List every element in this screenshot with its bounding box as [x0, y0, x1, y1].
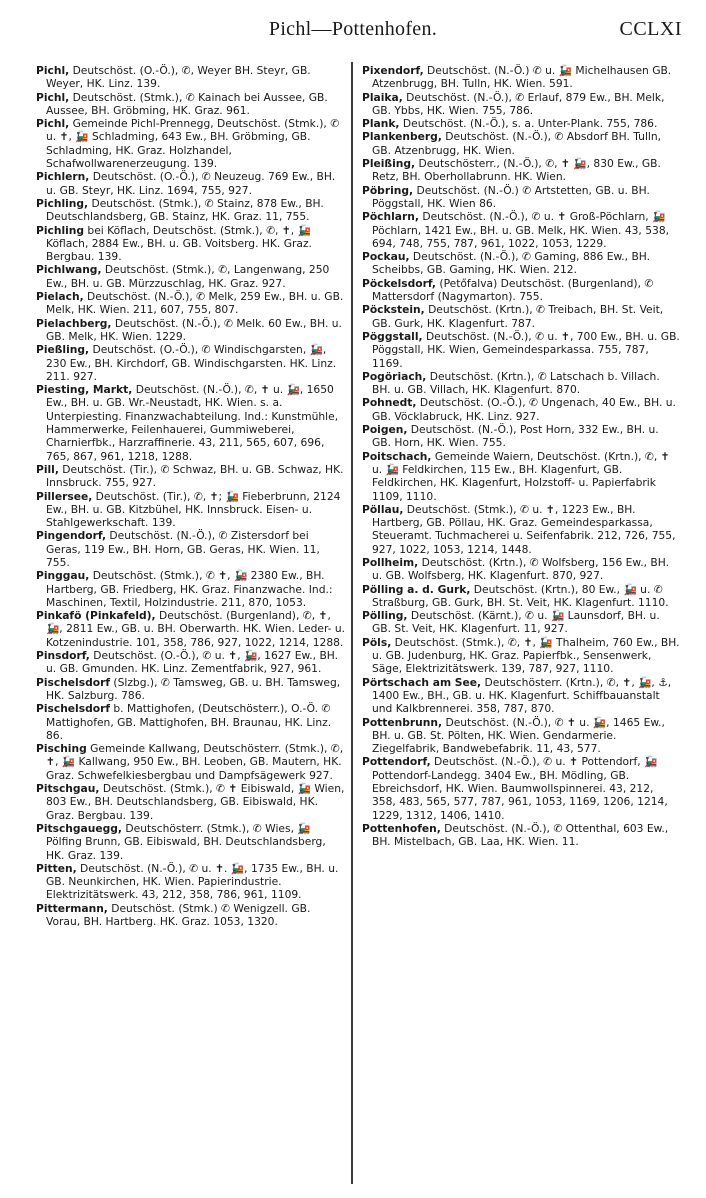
entry-text: Deutschöst. (N.-Ö.), ✆ Erlauf, 879 Ew., BH. Melk, GB. Ybbs, HK. Wien. 755, 786.	[372, 90, 665, 117]
entry-headword: Pollheim,	[362, 555, 419, 569]
entry-headword: Pichlwang,	[36, 263, 102, 277]
entry-headword: Pottendorf,	[362, 755, 431, 769]
entry-headword: Pottenbrunn,	[362, 715, 443, 729]
entry-text: Deutschöst. (Burgenland), ✆, ✝, 🚂, 2811 Ew., GB. u. BH. Oberwarth. HK. Wien. Leder- u. Kotzenindustrie. 101, 358, 786, 927, 1022, 1214, 1288.	[46, 609, 346, 649]
entry-text: Deutschöst. (Krtn.), ✆ Treibach, BH. St. Veit, GB. Gurk, HK. Klagenfurt. 787.	[372, 303, 664, 330]
entry-text: Deutschöst. (N.-Ö.), ✆ u. ✝, 700 Ew., BH. u. GB. Pöggstall, HK. Wien, Gemeindesparkassa. 755, 787, 1169.	[372, 329, 680, 370]
directory-entry	[362, 130, 680, 157]
directory-entry	[36, 170, 346, 197]
entry-headword: Pisching	[36, 742, 87, 756]
entry-text: Deutschöst. (O.-Ö.), ✆ Ungenach, 40 Ew., BH. u. GB. Vöcklabruck, HK. Linz. 927.	[372, 396, 676, 423]
directory-entry	[36, 902, 346, 929]
entry-headword: Pöbring,	[362, 183, 414, 197]
entry-text: Deutschöst. (N.-Ö.), s. a. Unter-Plank. 755, 786.	[399, 117, 658, 131]
directory-entry	[362, 755, 680, 821]
entry-text: Deutschöst. (N.-Ö.), Post Horn, 332 Ew., BH. u. GB. Horn, HK. Wien. 755.	[372, 423, 659, 450]
entry-headword: Pockau,	[362, 250, 410, 264]
entry-headword: Pitschgau,	[36, 782, 100, 796]
entry-headword: Poigen,	[362, 423, 408, 437]
entry-headword: Pischelsdorf	[36, 702, 110, 716]
page-header	[0, 18, 706, 48]
entry-text: Deutschöst. (Stmk.), ✆ Kainach bei Aussee, GB. Aussee, BH. Gröbming, HK. Graz. 961.	[46, 90, 328, 117]
entry-text: Deutschöst. (N.-Ö.), ✆ Ottenthal, 603 Ew., BH. Mistelbach, GB. Laa, HK. Wien. 11.	[372, 821, 669, 849]
entry-headword: Pörtschach am See,	[362, 675, 482, 689]
entry-headword: Pichling	[36, 223, 85, 237]
entry-text: Deutschöst. (O.-Ö.), ✆ Neuzeug. 769 Ew., BH. u. GB. Steyr, HK. Linz. 1694, 755, 927.	[46, 170, 336, 197]
directory-entry	[362, 303, 680, 330]
entry-text: Deutschöst. (N.-Ö.), ✆ Absdorf BH. Tulln, GB. Atzenbrugg, HK. Wien.	[372, 130, 662, 157]
entry-headword: Pichling,	[36, 196, 89, 210]
directory-entry	[362, 370, 680, 397]
directory-entry	[362, 503, 680, 556]
entry-headword: Pießling,	[36, 343, 90, 357]
entry-text: Deutschöst. (N.-Ö.), ✆ Melk, 259 Ew., BH. u. GB. Melk, HK. Wien. 211, 607, 755, 807.	[46, 290, 344, 317]
entry-headword: Pöggstall,	[362, 329, 423, 343]
entry-text: Deutschöst. (O.-Ö.), ✆, Weyer BH. Steyr, GB. Weyer, HK. Linz. 139.	[46, 64, 311, 91]
directory-entry	[36, 343, 346, 383]
directory-entry	[362, 157, 680, 184]
entry-headword: Pischelsdorf	[36, 675, 110, 689]
entry-headword: Pöchlarn,	[362, 210, 419, 224]
directory-entry	[36, 317, 346, 344]
entry-headword: Pitschgauegg,	[36, 821, 122, 835]
entry-headword: Pichl,	[36, 117, 70, 131]
directory-entry	[36, 702, 346, 742]
entry-text: Gemeinde Waiern, Deutschöst. (Krtn.), ✆, ✝ u. 🚂 Feldkirchen, 115 Ew., BH. Klagenfurt, GB. Feldkirchen, HK. Klagenfurt, Holzstoff- u. Papierfabrik 1109, 1110.	[372, 449, 670, 503]
entry-text: Deutschöst. (Tir.), ✆, ✝; 🚂 Fieberbrunn, 2124 Ew., BH. u. GB. Kitzbühel, HK. Innsbruck. Eisen- u. Stahlgewerkschaft. 139.	[46, 489, 341, 530]
entry-headword: Pogöriach,	[362, 369, 427, 383]
entry-text: bei Köflach, Deutschöst. (Stmk.), ✆, ✝, 🚂 Köflach, 2884 Ew., BH. u. GB. Voitsberg. HK. Graz. Bergbau. 139.	[46, 223, 312, 264]
entry-headword: Pitten,	[36, 861, 77, 875]
entry-headword: Pielachberg,	[36, 316, 112, 330]
entry-text: Deutschöst. (Tir.), ✆ Schwaz, BH. u. GB. Schwaz, HK. Innsbruck. 755, 927.	[46, 462, 344, 490]
entry-text: Deutschöst. (N.-Ö.), ✆ Zistersdorf bei Geras, 119 Ew., BH. Horn, GB. Geras, HK. Wien. 11, 755.	[46, 529, 320, 569]
directory-entry	[362, 423, 680, 450]
page-title: Pichl—Pottenhofen.	[268, 18, 438, 40]
entry-text: Deutschöst. (Stmk.), ✆ Stainz, 878 Ew., BH. Deutschlandsberg, GB. Stainz, HK. Graz. 11, 755.	[46, 196, 324, 224]
directory-entry	[362, 450, 680, 503]
directory-entry	[362, 636, 680, 676]
entry-text: Gemeinde Kallwang, Deutschösterr. (Stmk.), ✆, ✝, 🚂 Kallwang, 950 Ew., BH. Leoben, GB. Mautern, HK. Graz. Schwefelkiesbergbau und Dampfsägewerk 927.	[46, 742, 344, 782]
entry-text: (Petőfalva) Deutschöst. (Burgenland), ✆ Mattersdorf (Nagymarton). 755.	[372, 276, 654, 304]
entry-text: Deutschöst. (N.-Ö.), ✆ u. ✝ Pottendorf, 🚂 Pottendorf-Landegg. 3404 Ew., BH. Mödling, GB. Ebreichsdorf, HK. Wien. Baumwollspinnerei. 43, 212, 358, 483, 565, 577, 787, 961, 1053, 1169, 1206, 1214, 1229, 1312, 1406, 1410.	[372, 755, 668, 822]
left-column	[36, 64, 346, 928]
entry-headword: Piesting, Markt,	[36, 383, 133, 397]
directory-entry	[362, 277, 680, 304]
directory-entry	[36, 782, 346, 822]
entry-headword: Pohnedt,	[362, 396, 417, 410]
page-number: CCLXI	[619, 18, 682, 40]
directory-entry	[36, 117, 346, 170]
directory-entry	[362, 330, 680, 370]
entry-text: Deutschöst. (Stmk.), ✆, Langenwang, 250 Ew., BH. u. GB. Mürzzuschlag, HK. Graz. 927.	[46, 263, 330, 290]
right-column	[362, 64, 680, 849]
entry-text: Deutschöst. (N.-Ö.) ✆ u. 🚂 Michelhausen GB. Atzenbrugg, BH. Tulln, HK. Wien. 591.	[372, 64, 672, 91]
directory-entry	[36, 569, 346, 609]
directory-entry	[362, 583, 680, 610]
entry-headword: Pittermann,	[36, 901, 108, 915]
entry-text: Deutschöst. (Krtn.), ✆ Latschach b. Villach. BH. u. GB. Villach, HK. Klagenfurt. 870.	[372, 369, 660, 397]
entry-headword: Pillersee,	[36, 489, 93, 503]
entry-text: Deutschöst. (N.-Ö.), ✆, ✝ u. 🚂, 1650 Ew., BH. u. GB. Wr.-Neustadt, HK. Wien. s. a. Unterpiesting. Finanzwachabteilung. Ind.: Kunstmühle, Hammerwerke, Feilenhauerei, Gummiweberei, Charnierfbk., Harzraffinerie. 43, 211, 565, 607, 696, 765, 867, 961, 1218, 1288.	[46, 383, 339, 463]
entry-text: Deutschöst. (Kärnt.), ✆ u. 🚂 Launsdorf, BH. u. GB. St. Veit, HK. Klagenfurt. 11, 927.	[372, 609, 660, 636]
directory-entry	[36, 197, 346, 224]
directory-entry	[36, 224, 346, 264]
directory-entry	[362, 91, 680, 118]
entry-text: Deutschöst. (Stmk.), ✆ ✝ Eibiswald, 🚂 Wien, 803 Ew., BH. Deutschlandsberg, GB. Eibiswald, HK. Graz. Bergbau. 139.	[46, 782, 345, 822]
directory-entry	[36, 91, 346, 118]
entry-headword: Pixendorf,	[362, 64, 424, 77]
directory-entry	[362, 556, 680, 583]
entry-text: Deutschösterr. (Stmk.), ✆ Wies, 🚂 Pölfing Brunn, GB. Eibiswald, BH. Deutschlandsberg, HK. Graz. 139.	[46, 821, 326, 862]
entry-text: Gemeinde Pichl-Prennegg, Deutschöst. (Stmk.), ✆ u. ✝, 🚂 Schladming, 643 Ew., BH. Gröbming, GB. Schladming, HK. Graz. Holzhandel, Schafwollwarenerzeugung. 139.	[46, 117, 340, 171]
directory-entry	[362, 184, 680, 211]
entry-headword: Pichl,	[36, 90, 70, 104]
column-divider	[351, 62, 353, 1184]
entry-headword: Pichlern,	[36, 170, 90, 184]
directory-entry	[362, 822, 680, 849]
entry-headword: Plankenberg,	[362, 130, 442, 144]
entry-text: Deutschöst. (N.-Ö.), ✆ u. ✝ Groß-Pöchlarn, 🚂 Pöchlarn, 1421 Ew., BH. u. GB. Melk, HK. Wien. 43, 538, 694, 748, 755, 787, 961, 1022, 1053, 1229.	[372, 210, 670, 250]
entry-headword: Poitschach,	[362, 449, 432, 463]
entry-text: Deutschöst. (Krtn.), ✆ Wolfsberg, 156 Ew., BH. u. GB. Wolfsberg, HK. Klagenfurt. 870, 927.	[372, 555, 669, 583]
directory-entry	[36, 742, 346, 782]
entry-text: Deutschöst. (N.-Ö.) ✆ Artstetten, GB. u. BH. Pöggstall, HK. Wien 86.	[372, 183, 650, 210]
entry-text: Deutschöst. (Stmk.), ✆, ✝, 🚂 Thalheim, 760 Ew., BH. u. GB. Judenburg, HK. Graz. Papierfbk., Sensenwerk, Säge, Elektrizitätswerk. 139, 787, 927, 1110.	[372, 635, 680, 676]
entry-text: Deutschöst. (O.-Ö.), ✆ u. ✝, 🚂, 1627 Ew., BH. u. GB. Gmunden. HK. Linz. Zementfabrik, 927, 961.	[46, 649, 339, 676]
entry-headword: Pinggau,	[36, 569, 90, 583]
directory-entry	[36, 676, 346, 703]
directory-entry	[36, 383, 346, 463]
directory-entry	[362, 250, 680, 277]
entry-headword: Plaika,	[362, 90, 403, 104]
entry-headword: Pichl,	[36, 64, 70, 77]
directory-entry	[36, 822, 346, 862]
directory-entry	[362, 609, 680, 636]
entry-text: Deutschöst. (Krtn.), 80 Ew., 🚂 u. ✆ Straßburg, GB. Gurk, BH. St. Veit, HK. Klagenfurt. 1110.	[372, 582, 669, 609]
entry-headword: Pinkafö (Pinkafeld),	[36, 609, 156, 623]
entry-headword: Pöckelsdorf,	[362, 276, 436, 290]
entry-text: Deutschöst. (Stmk.), ✆ u. ✝, 1223 Ew., BH. Hartberg, GB. Pöllau, HK. Graz. Gemeindesparkassa, Steueramt. Tuchmacherei u. Seifenfabrik. 212, 726, 755, 927, 1022, 1053, 1214, 1448.	[372, 502, 676, 556]
directory-entry	[362, 396, 680, 423]
entry-headword: Pölling,	[362, 609, 408, 623]
entry-headword: Pölling a. d. Gurk,	[362, 582, 471, 596]
entry-headword: Pielach,	[36, 290, 84, 304]
directory-entry	[36, 463, 346, 490]
entry-text: b. Mattighofen, (Deutschösterr.), O.-Ö. ✆ Mattighofen, GB. Mattighofen, BH. Braunau, HK. Linz. 86.	[46, 702, 332, 742]
directory-entry	[362, 117, 680, 130]
entry-headword: Pottenhofen,	[362, 821, 441, 835]
entry-text: (Slzbg.), ✆ Tamsweg, GB. u. BH. Tamsweg, HK. Salzburg. 786.	[46, 675, 341, 702]
entry-headword: Pleißing,	[362, 157, 416, 171]
entry-headword: Pöls,	[362, 635, 392, 649]
entry-headword: Pöckstein,	[362, 303, 425, 317]
directory-entry	[362, 64, 680, 91]
entry-text: Deutschöst. (N.-Ö.), ✆ ✝ u. 🚂, 1465 Ew., BH. u. GB. St. Pölten, HK. Wien. Gendarmerie. Ziegelfabrik, Bandwebefabrik. 11, 43, 577.	[372, 715, 665, 756]
entry-headword: Plank,	[362, 117, 400, 131]
entry-headword: Pill,	[36, 462, 59, 476]
directory-entry	[362, 210, 680, 250]
entry-text: Deutschöst. (Stmk.), ✆ ✝, 🚂 2380 Ew., BH. Hartberg, GB. Friedberg, HK. Graz. Finanzwache. Ind.: Maschinen, Textil, Holzindustrie. 211, 870, 1053.	[46, 569, 333, 609]
entry-text: Deutschöst. (O.-Ö.), ✆ Windischgarsten, 🚂, 230 Ew., BH. Kirchdorf, GB. Windischgarsten. HK. Linz. 211. 927.	[46, 343, 337, 383]
entry-headword: Pingendorf,	[36, 529, 107, 543]
entry-text: Deutschöst. (N.-Ö.), ✆ Gaming, 886 Ew., BH. Scheibbs, GB. Gaming, HK. Wien. 212.	[372, 250, 651, 277]
directory-entry	[36, 263, 346, 290]
directory-entry	[36, 609, 346, 649]
entry-text: Deutschösterr. (Krtn.), ✆, ✝, 🚂, ⚓, 1400 Ew., BH., GB. u. HK. Klagenfurt. Schiffbauanstalt und Kalkbrennerei. 358, 787, 870.	[372, 675, 672, 716]
directory-entry	[362, 676, 680, 716]
entry-text: Deutschösterr., (N.-Ö.), ✆, ✝ 🚂, 830 Ew., GB. Retz, BH. Oberhollabrunn. HK. Wien.	[372, 157, 661, 184]
directory-entry	[36, 290, 346, 317]
entry-text: Deutschöst. (N.-Ö.), ✆ u. ✝. 🚂, 1735 Ew., BH. u. GB. Neunkirchen, HK. Wien. Papierindustrie. Elektrizitätswerk. 43, 212, 358, 786, 961, 1109.	[46, 861, 339, 902]
directory-entry	[362, 716, 680, 756]
directory-entry	[36, 649, 346, 676]
entry-text: Deutschöst. (Stmk.) ✆ Wenigzell. GB. Vorau, BH. Hartberg. HK. Graz. 1053, 1320.	[46, 901, 311, 928]
directory-entry	[36, 490, 346, 530]
entry-headword: Pöllau,	[362, 502, 404, 516]
entry-text: Deutschöst. (N.-Ö.), ✆ Melk. 60 Ew., BH. u. GB. Melk, HK. Wien. 1229.	[46, 316, 342, 343]
directory-entry	[36, 64, 346, 91]
entry-headword: Pinsdorf,	[36, 649, 90, 663]
directory-entry	[36, 862, 346, 902]
directory-entry	[36, 529, 346, 569]
